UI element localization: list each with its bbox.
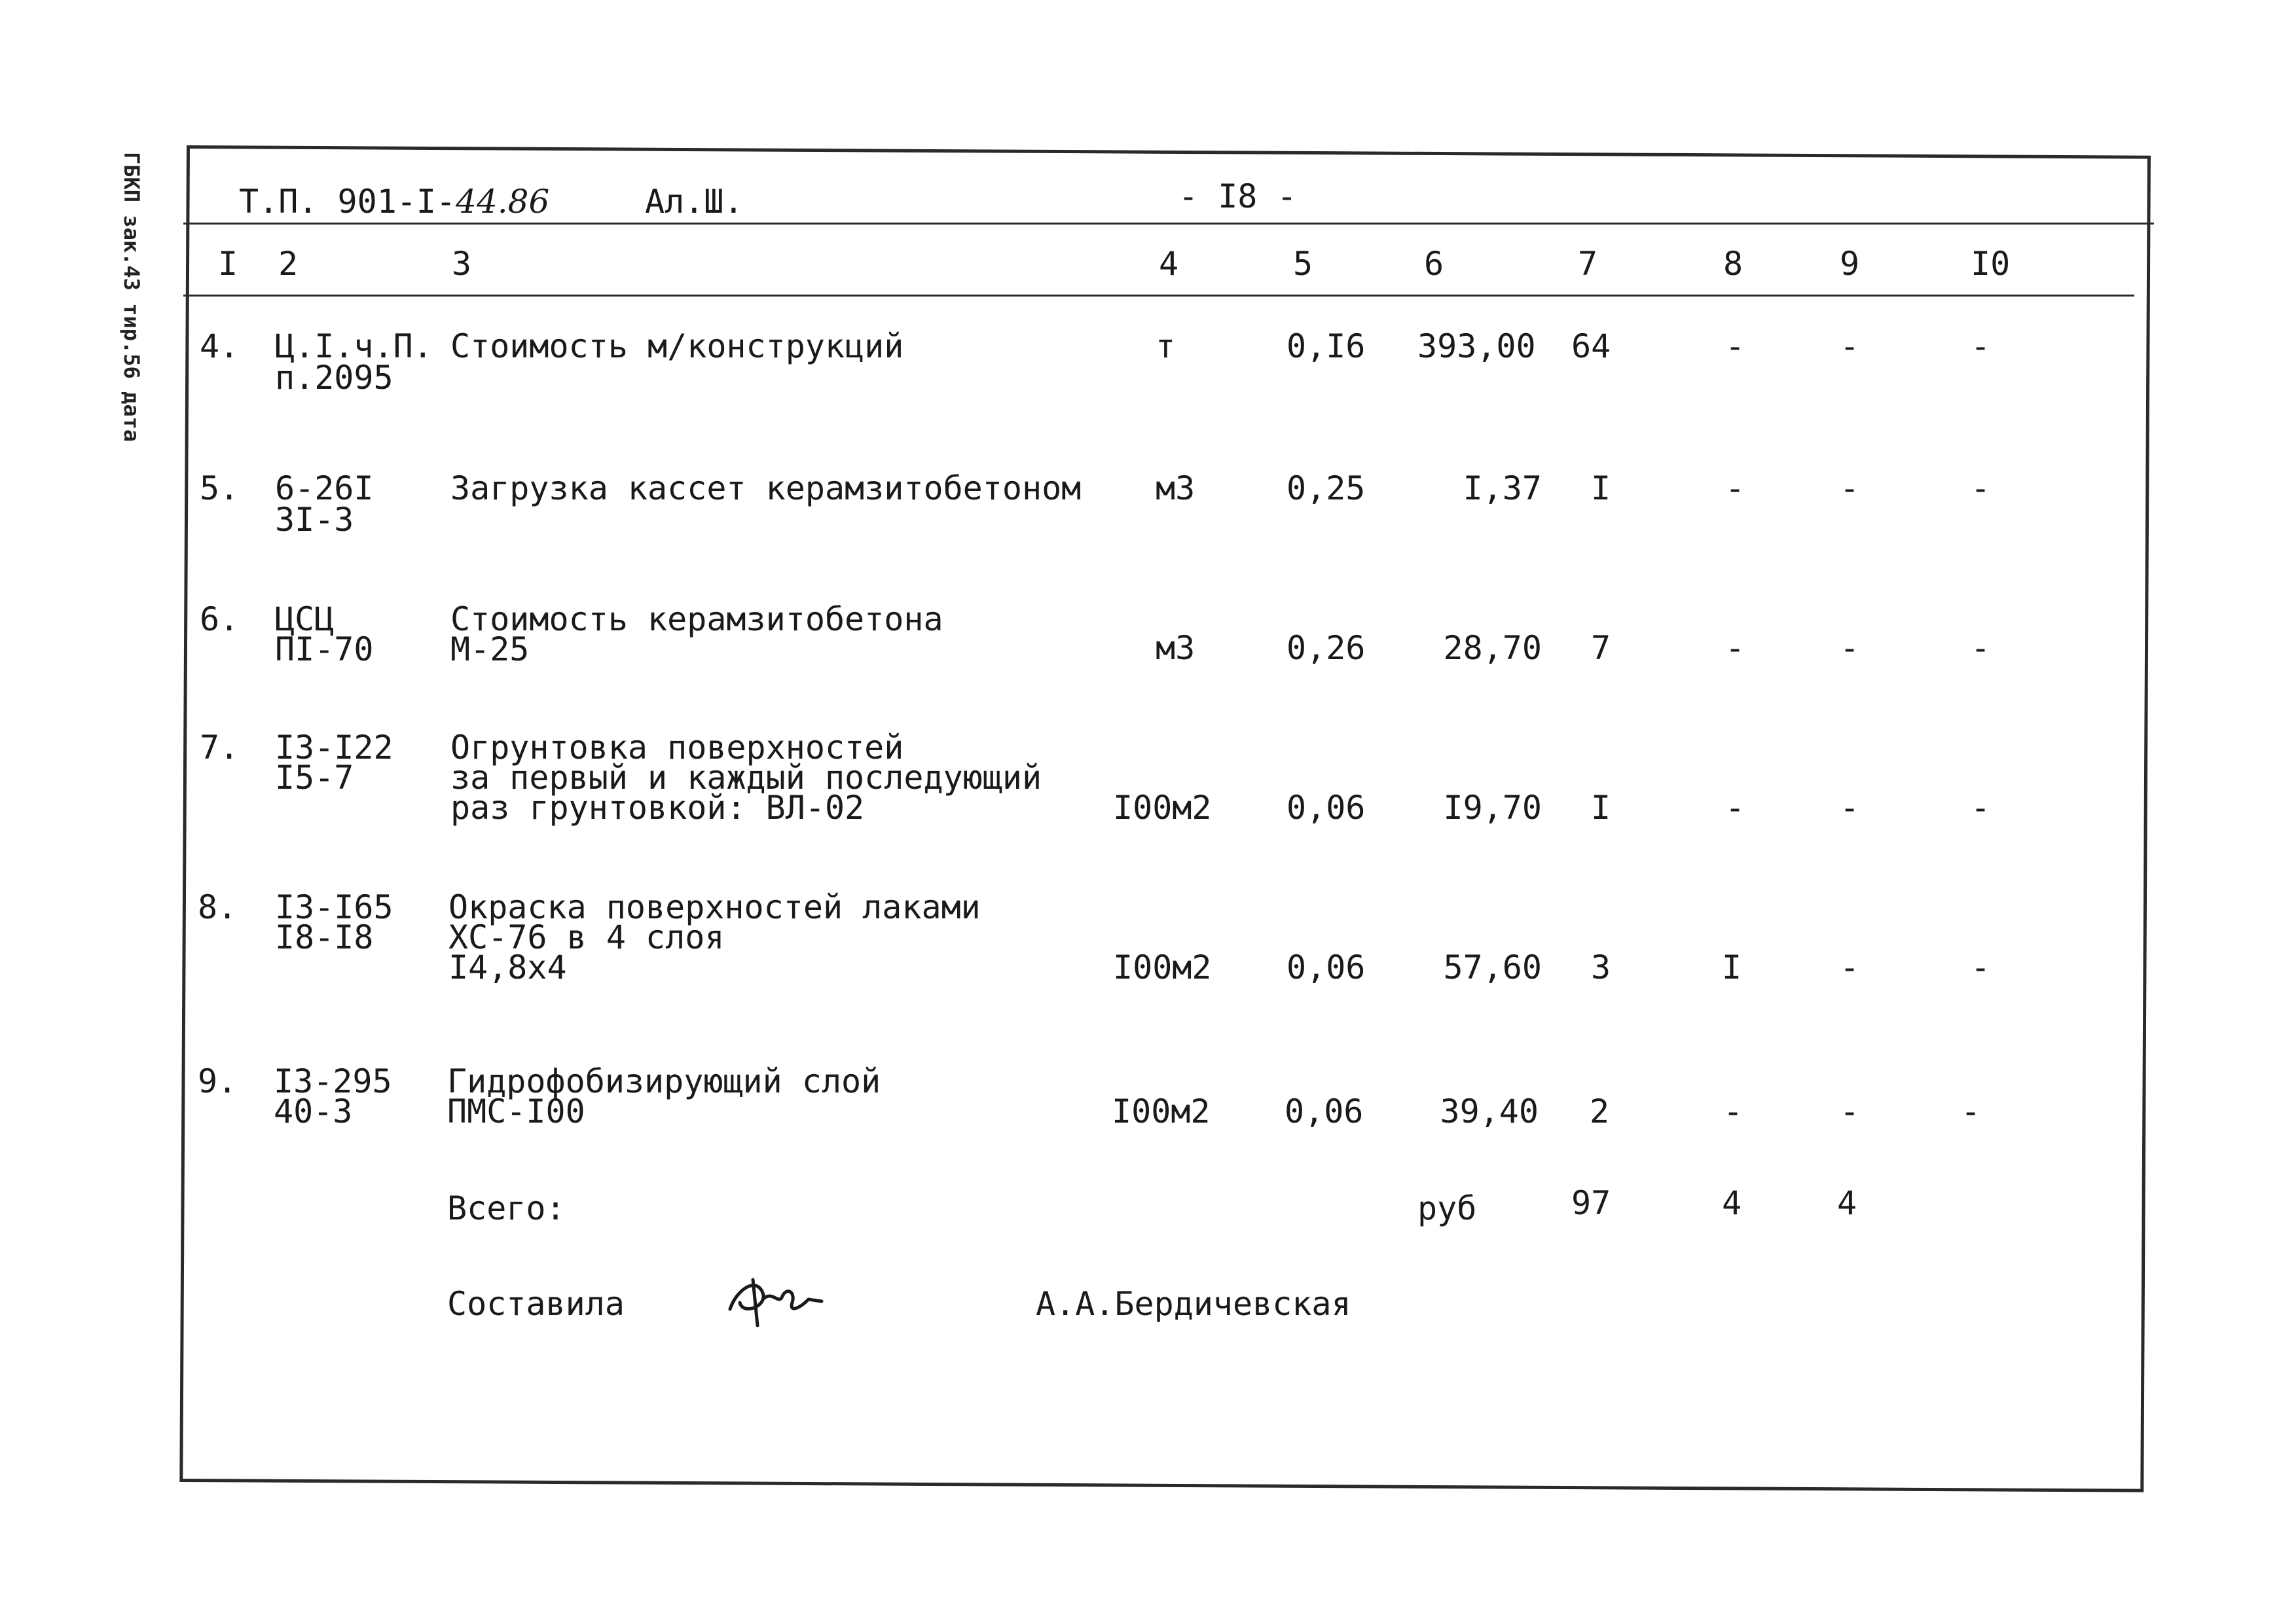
unit-price: 57,60 [1443,948,1542,986]
compiler-name: А.А.Бердичевская [1036,1285,1351,1323]
work-description: Загрузка кассет керамзитобетоном [450,469,1082,507]
work-description: Стоимость м/конструкций [450,327,904,365]
row-number: 9. [198,1062,238,1100]
col-header-4: 4 [1159,245,1179,283]
work-description-line3: I4,8х4 [448,948,567,986]
total-col7: 97 [1571,1184,1611,1222]
col10-value: - [1971,469,1991,507]
row-number: 6. [200,600,240,638]
document-code-handwritten: 44.86 [456,183,550,221]
work-description: Окраска поверхностей лаками [448,888,981,926]
col9-value: - [1840,789,1860,827]
rate-code-line2: 3I-3 [275,501,354,539]
document-code [239,183,549,220]
unit: I00м2 [1113,948,1212,986]
work-description: Огрунтовка поверхностей [450,729,904,767]
unit: м3 [1156,469,1195,507]
col-header-6: 6 [1424,245,1444,283]
compiled-by-label: Составила [447,1285,625,1323]
col9-value: - [1840,948,1860,986]
col10-value: - [1971,789,1991,827]
work-description-line2: М-25 [450,630,530,668]
unit: м3 [1156,629,1195,667]
col8-value: I [1722,948,1742,986]
total-col8: 4 [1722,1184,1742,1222]
total-label: Всего: [447,1189,566,1227]
quantity: 0,06 [1286,948,1366,986]
quantity: 0,25 [1286,469,1366,507]
rate-code: ЦСЦ [275,600,335,638]
col-header-5: 5 [1293,245,1313,283]
col10-value: - [1971,629,1991,667]
unit-price: 39,40 [1440,1092,1539,1130]
album-label: Ал.Ш. [645,183,744,221]
row-number: 4. [200,327,240,365]
total-col9: 4 [1837,1184,1857,1222]
column-header-divider [183,295,2134,297]
col-header-10: I0 [1971,245,2011,283]
rate-code-line2: I5-7 [275,759,354,797]
col7-value: 7 [1591,629,1611,667]
handwritten-signature [717,1263,835,1335]
col-header-1: I [218,245,238,283]
side-stamp-text: ГБКП зак.43 тир.56 дата [119,152,144,442]
rate-code: Ц.I.ч.П. [275,327,433,365]
rate-code: I3-295 [274,1062,392,1100]
col10-value: - [1971,948,1991,986]
row-number: 8. [198,888,238,926]
col8-value: - [1725,327,1745,365]
unit-price: I9,70 [1443,789,1542,827]
row-number: 7. [200,729,240,767]
work-description-line2: ПМС-I00 [447,1092,585,1130]
col7-value: I [1591,469,1611,507]
unit-price: 393,00 [1417,327,1536,365]
row-number: 5. [200,469,240,507]
unit-price: I,37 [1463,469,1542,507]
rate-code-line2: ПI-70 [275,630,374,668]
page-number: - I8 - [1178,177,1297,215]
col10-value: - [1961,1092,1981,1130]
col-header-7: 7 [1578,245,1598,283]
unit-price: 28,70 [1443,629,1542,667]
rate-code: I3-I65 [275,888,393,926]
col-header-2: 2 [278,245,299,283]
quantity: 0,06 [1285,1092,1364,1130]
col7-value: 2 [1590,1092,1610,1130]
col-header-8: 8 [1723,245,1743,283]
total-unit: руб [1417,1189,1477,1227]
quantity: 0,26 [1286,629,1366,667]
rate-code-line2: I8-I8 [275,918,374,956]
col8-value: - [1725,789,1745,827]
side-stamp [119,152,144,442]
col9-value: - [1840,629,1860,667]
col9-value: - [1840,469,1860,507]
col-header-3: 3 [452,245,472,283]
col7-value: 3 [1591,948,1611,986]
col8-value: - [1723,1092,1743,1130]
col-header-9: 9 [1840,245,1860,283]
rate-code-line2: п.2095 [275,359,393,397]
work-description-line2: ХС-76 в 4 слоя [448,918,725,956]
unit: I00м2 [1112,1092,1211,1130]
col9-value: - [1840,327,1860,365]
unit: I00м2 [1113,789,1212,827]
unit: т [1156,327,1176,365]
work-description: Стоимость керамзитобетона [450,600,943,638]
col8-value: - [1725,629,1745,667]
document-code-printed: Т.П. 901-I- [239,183,456,221]
rate-code-line2: 40-3 [274,1092,353,1130]
quantity: 0,I6 [1286,327,1366,365]
work-description: Гидрофобизирующий слой [447,1062,881,1100]
rate-code: I3-I22 [275,729,393,767]
col8-value: - [1725,469,1745,507]
col7-value: 64 [1571,327,1611,365]
quantity: 0,06 [1286,789,1366,827]
rate-code: 6-26I [275,469,374,507]
col9-value: - [1840,1092,1860,1130]
work-description-line2: за первый и каждый последующий [450,759,1042,797]
col10-value: - [1971,327,1991,365]
work-description-line3: раз грунтовкой: ВЛ-02 [450,789,865,827]
col7-value: I [1591,789,1611,827]
header-divider [183,223,2154,225]
